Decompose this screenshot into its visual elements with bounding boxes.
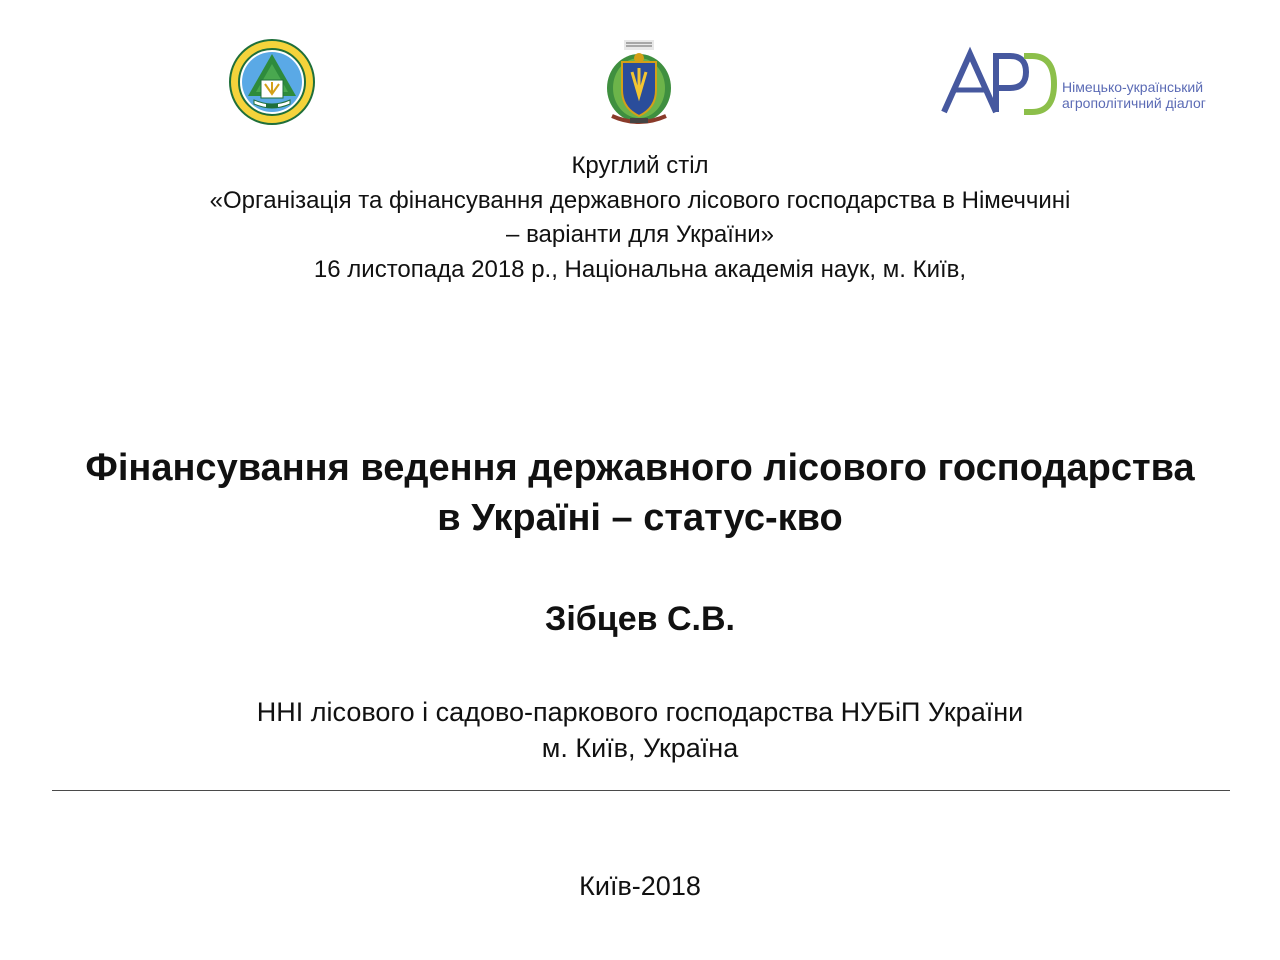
coat-of-arms-icon [600,38,678,126]
apd-caption [1062,79,1206,111]
event-info [0,149,1280,287]
divider-line [52,790,1230,791]
affiliation [0,694,1280,766]
apd-caption-line2: агрополітичний діалог [1062,95,1206,111]
affiliation-institute: ННІ лісового і садово-паркового господарства НУБіП України [256,697,1024,727]
apd-caption-line1: Німецько-український [1062,79,1204,95]
apd-logo [940,44,1220,120]
title-line2: в Україні – статус-кво [437,497,843,539]
presentation-title [0,443,1280,543]
event-topic-line2: – варіанти для України» [506,221,774,248]
event-type: Круглий стіл [571,152,709,179]
affiliation-city: м. Київ, Україна [541,733,739,763]
title-line1: Фінансування ведення державного лісового господарства [85,447,1195,489]
event-topic-line1: «Організація та фінансування державного лісового господарства в Німеччині [209,186,1071,214]
author-name: Зібцев С.В. [545,600,735,638]
university-seal-icon [228,38,316,126]
event-date-place: 16 листопада 2018 р., Національна академія наук, м. Київ, [313,255,967,283]
footer-city-year: Київ-2018 [579,871,701,901]
